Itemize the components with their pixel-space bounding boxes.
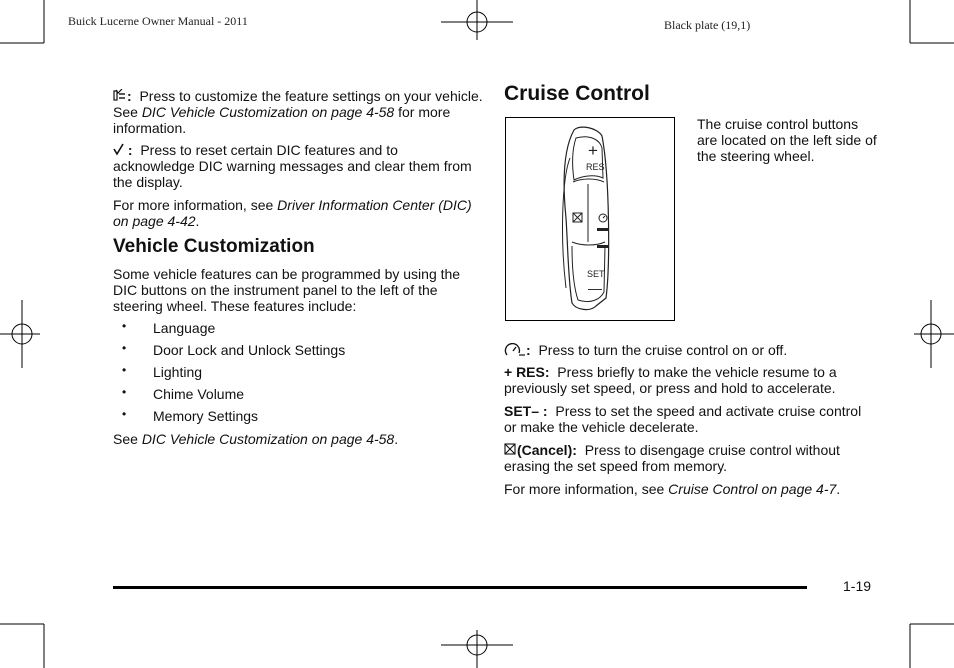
cancel-icon	[504, 443, 517, 456]
see-dic-customization	[113, 431, 478, 447]
customize-settings-icon	[113, 89, 127, 102]
res-item	[504, 364, 864, 396]
cruise-ref-link[interactable]: Cruise Control on page 4-7	[668, 481, 837, 497]
see-text: See	[113, 431, 142, 447]
figure-plus-label: +	[588, 141, 598, 160]
set-item	[504, 403, 864, 435]
cruise-control-heading: Cruise Control	[504, 82, 650, 105]
set-label: SET– :	[504, 403, 548, 419]
res-label: + RES:	[504, 364, 550, 380]
checkmark-icon	[113, 143, 124, 156]
figure-minus-label: —	[588, 280, 602, 296]
set-text: Press to set the speed and activate cruise control or make the vehicle decelerate.	[504, 403, 862, 435]
cruise-more-text1: For more information, see	[504, 481, 669, 497]
cruise-more-text2: .	[836, 481, 841, 497]
cancel-item	[504, 442, 869, 474]
cruise-on-off-sep: :	[526, 342, 531, 358]
cancel-label: (Cancel):	[517, 442, 577, 458]
dic-ref-link[interactable]: Driver Information Center (DIC) on page 4-42	[113, 197, 472, 229]
customize-ref-link[interactable]: DIC Vehicle Customization on page 4-58	[141, 104, 395, 120]
dic-customization-ref-link[interactable]: DIC Vehicle Customization on page 4-58	[141, 431, 395, 447]
header-plate: Black plate (19,1)	[664, 18, 751, 32]
header-title: Buick Lucerne Owner Manual - 2011	[68, 14, 248, 28]
more-info-text1: For more information, see	[113, 197, 278, 213]
cruise-on-off-text: Press to turn the cruise control on or off.	[538, 342, 788, 358]
figure-caption: The cruise control buttons are located on the left side of the steering wheel.	[697, 116, 877, 164]
figure-set-label: SET	[587, 269, 605, 279]
footer-rule	[113, 586, 807, 589]
figure-res-label: RES	[586, 162, 605, 172]
page-number: 1-19	[843, 578, 872, 594]
cruise-control-icon	[504, 343, 526, 357]
vehicle-customization-intro: Some vehicle features can be programmed by using the DIC buttons on the instrument panel to the left of the steering wheel. These features include:	[113, 266, 461, 314]
customize-text2: for more information.	[113, 104, 451, 136]
cruise-on-off-item	[504, 342, 864, 358]
cancel-text: Press to disengage cruise control without erasing the set speed from memory.	[504, 442, 840, 474]
more-info-cruise	[504, 481, 869, 497]
see-end: .	[394, 431, 399, 447]
customize-sep: :	[127, 88, 132, 104]
reset-item	[113, 142, 478, 190]
reset-text: Press to reset certain DIC features and to acknowledge DIC warning messages and clear them from the display.	[113, 142, 472, 190]
customize-text1: Press to customize the feature settings on your vehicle. See	[113, 88, 483, 120]
more-info-text2: .	[195, 213, 200, 229]
res-text: Press briefly to make the vehicle resume to a previously set speed, or press and hold to accelerate.	[504, 364, 837, 396]
vehicle-customization-heading: Vehicle Customization	[113, 236, 315, 257]
cruise-buttons-figure	[505, 117, 675, 321]
customize-item	[113, 88, 483, 136]
more-info-dic	[113, 197, 478, 229]
reset-sep: :	[127, 142, 133, 158]
